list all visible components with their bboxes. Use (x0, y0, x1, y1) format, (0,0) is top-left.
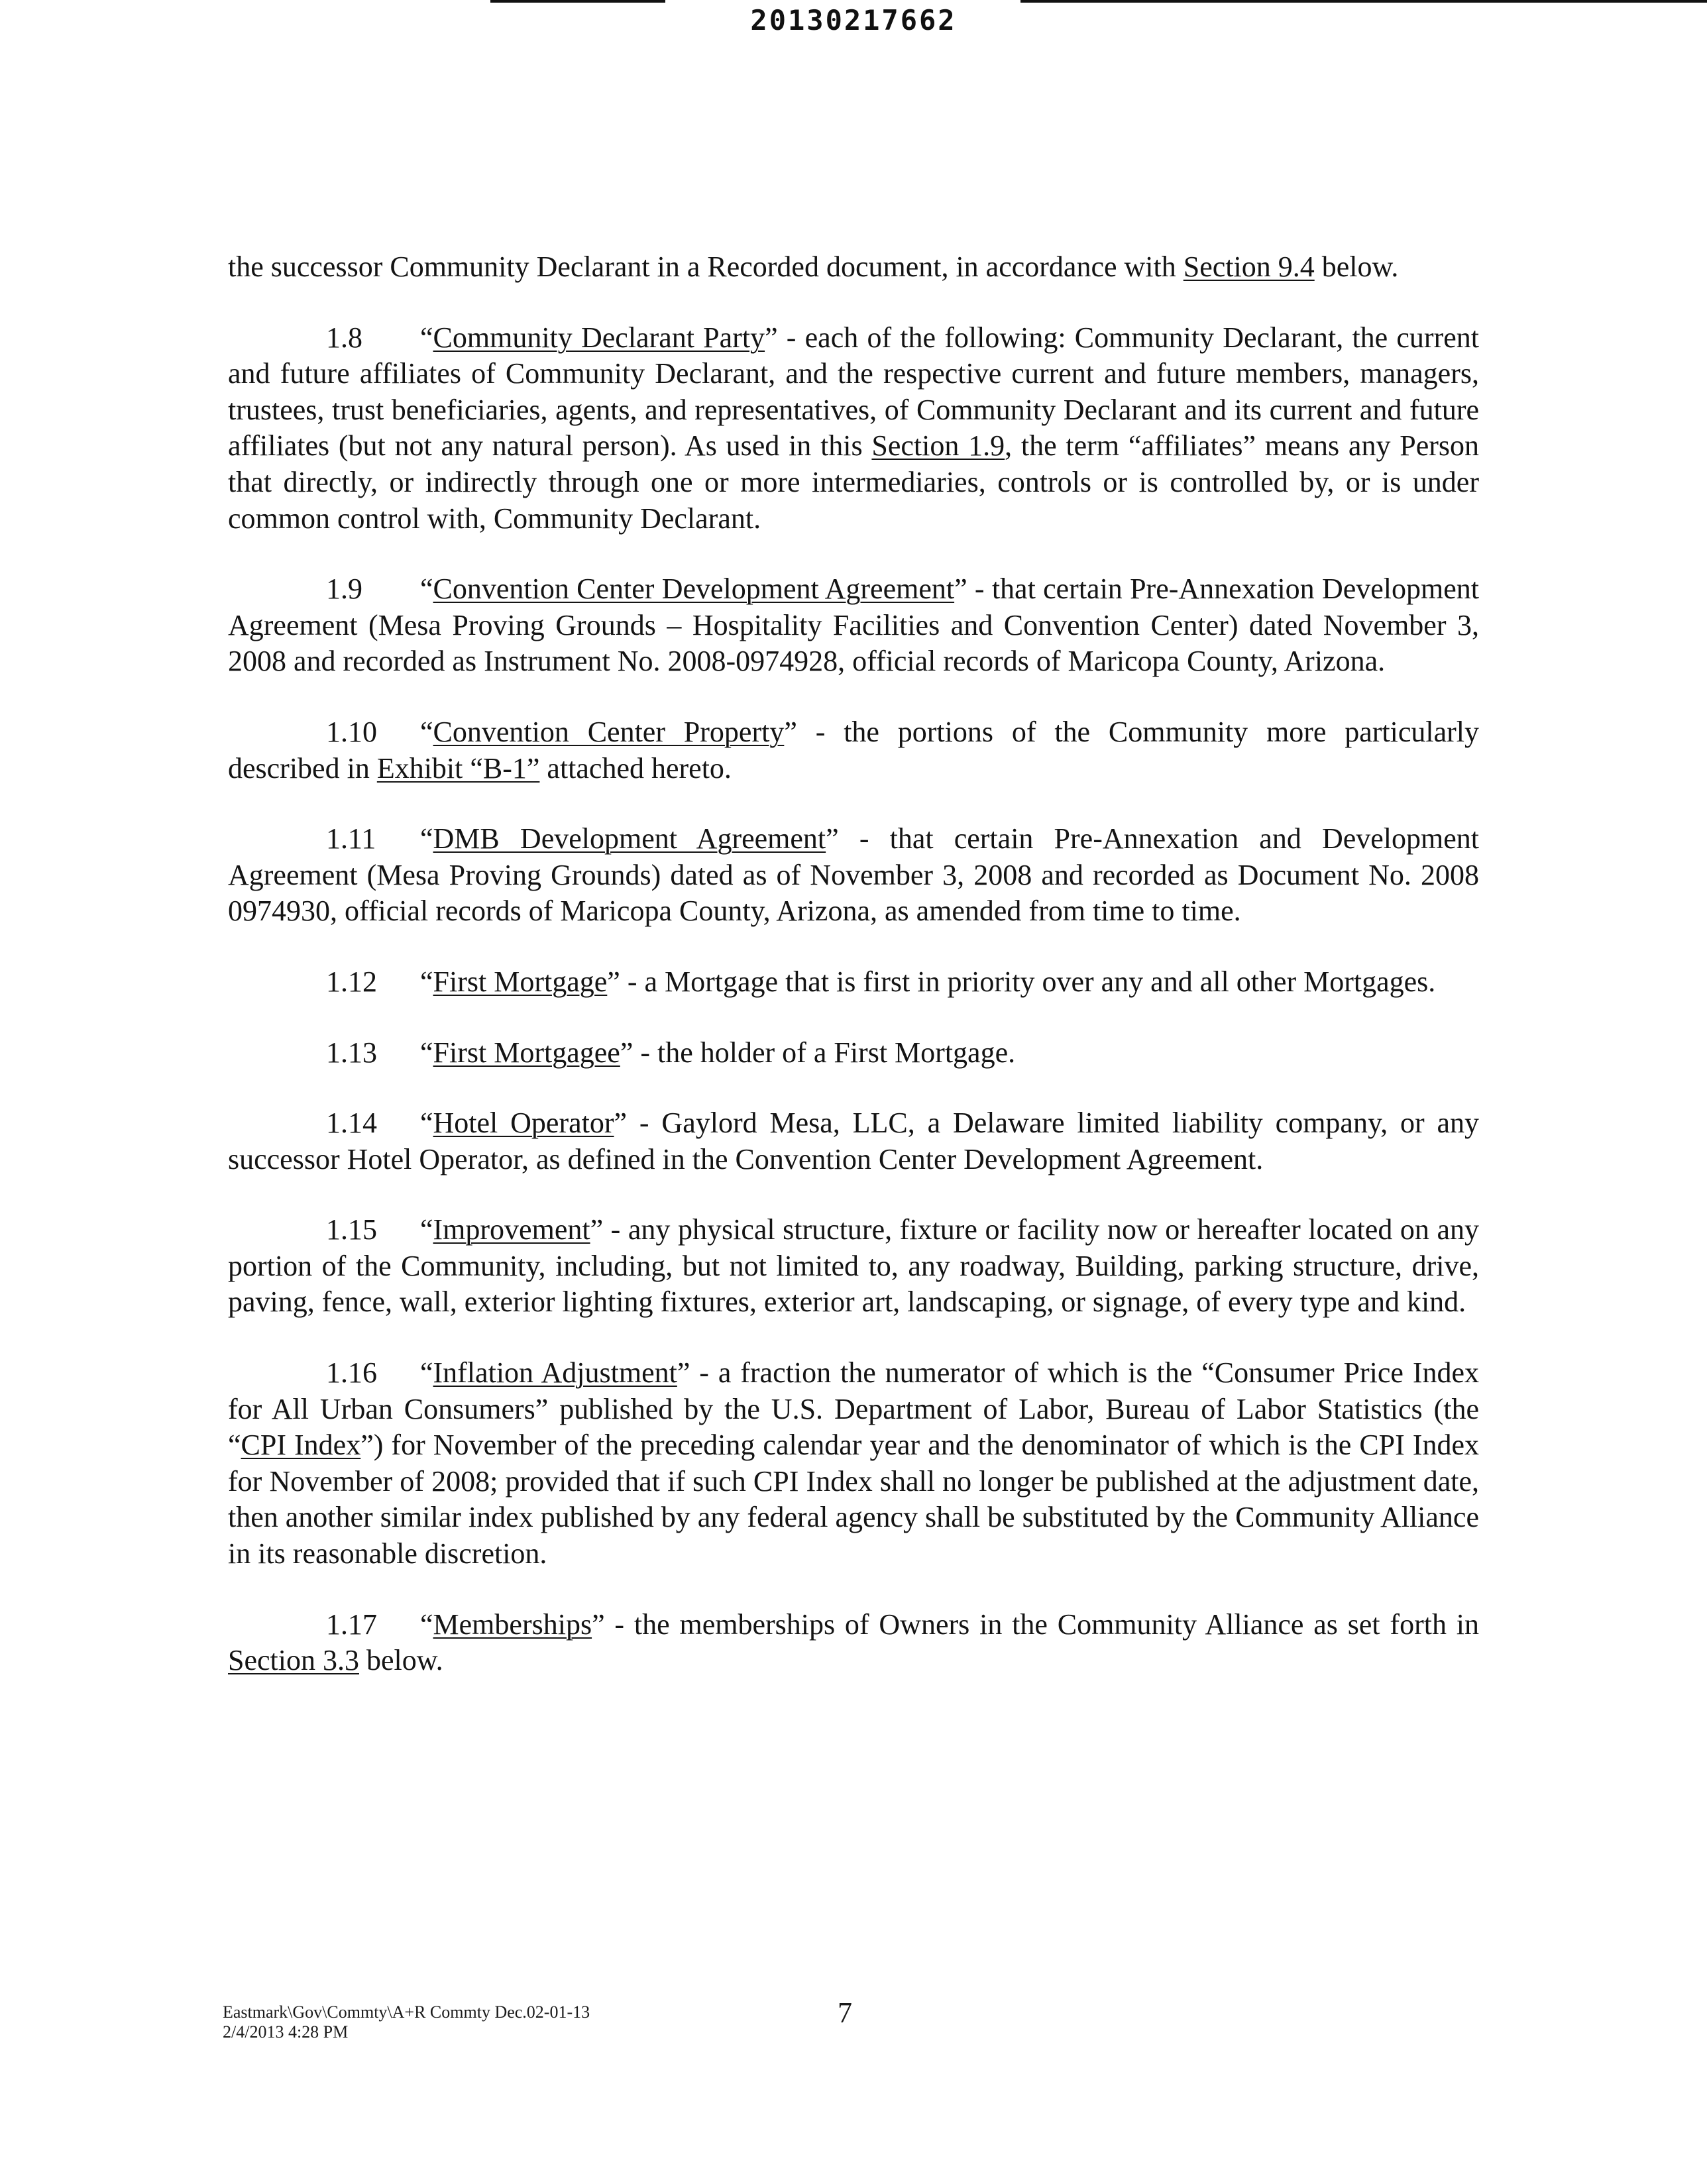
definition-number: 1.9 (326, 573, 362, 606)
definition-1-8: 1.8 “Community Declarant Party” - each of the following: Community Declarant, the current and future affiliates of Community Declarant, and the respective current and future members, managers, trustees, trust beneficiaries, agents, and representatives, of Community Declarant and its current and future affiliates (but not any natural person). As used in this Section 1.9, the term “affiliates” means any Person that directly, or indirectly through one or more intermediaries, controls or is controlled by, or is under common control with, Community Declarant. (228, 321, 1479, 535)
top-scan-rule-left (490, 0, 665, 3)
definition-1-10: 1.10 “Convention Center Property” - the portions of the Community more particularly described in Exhibit “B-1” attached hereto. (228, 715, 1480, 785)
defined-term: Improvement (433, 1213, 590, 1246)
continuation-paragraph: the successor Community Declarant in a Recorded document, in accordance with Section 9.4 below. (228, 250, 1399, 283)
top-scan-rule-right (1020, 0, 1707, 3)
definition-number: 1.16 (326, 1356, 377, 1390)
exhibit-reference: Exhibit “B-1” (376, 751, 540, 785)
section-reference: Section 1.9 (871, 429, 1005, 463)
recording-number: 20130217662 (750, 4, 957, 36)
section-reference: Section 3.3 (228, 1644, 359, 1677)
defined-term: DMB Development Agreement (433, 822, 826, 855)
definition-number: 1.15 (326, 1213, 377, 1246)
footer-timestamp: 2/4/2013 4:28 PM (223, 2022, 349, 2042)
definition-1-16: 1.16 “Inflation Adjustment” - a fraction the numerator of which is the “Consumer Price Index for All Urban Consumers” published by the U.S. Department of Labor, Bureau of Labor Statistics (the “CPI Index”) for November of the preceding calendar year and the denominator of which is the CPI Index for November of 2008; provided that if such CPI Index shall no longer be published at the adjustment date, then another similar index published by any federal agency shall be substituted by the Community Alliance in its reasonable discretion. (228, 1356, 1480, 1570)
definition-number: 1.11 (326, 822, 376, 855)
defined-term-inline: CPI Index (241, 1429, 361, 1462)
definition-1-14: 1.14 “Hotel Operator” - Gaylord Mesa, LLC, a Delaware limited liability company, or any successor Hotel Operator, as defined in the Convention Center Development Agreement. (228, 1107, 1479, 1175)
defined-term: Community Declarant Party (433, 321, 765, 354)
definition-number: 1.10 (326, 715, 377, 748)
definition-number: 1.13 (326, 1036, 377, 1069)
defined-term: Hotel Operator (433, 1107, 614, 1140)
page-number: 7 (838, 1996, 852, 2029)
footer-file-path: Eastmark\Gov\Commty\A+R Commty Dec.02-01-13 (223, 2002, 590, 2022)
definition-1-13: 1.13 “First Mortgagee” - the holder of a First Mortgage. (228, 1035, 1479, 1071)
defined-term: Inflation Adjustment (433, 1356, 677, 1390)
definition-number: 1.12 (326, 965, 377, 998)
definition-1-17: 1.17 “Memberships” - the memberships of Owners in the Community Alliance as set forth in Section 3.3 below. (228, 1608, 1479, 1677)
definition-1-9: 1.9 “Convention Center Development Agreement” - that certain Pre-Annexation Development Agreement (Mesa Proving Grounds – Hospitality Facilities and Convention Center) dated November 3, 2008 and recorded as Instrument No. 2008-0974928, official records of Maricopa County, Arizona. (228, 573, 1479, 678)
document-body (228, 249, 1479, 1714)
definition-1-15: 1.15 “Improvement” - any physical structure, fixture or facility now or hereafter located on any portion of the Community, including, but not limited to, any roadway, Building, parking structure, drive, paving, fence, wall, exterior lighting fixtures, exterior art, landscaping, or signage, of every type and kind. (228, 1213, 1479, 1319)
defined-term: Convention Center Property (433, 715, 785, 748)
section-reference: Section 9.4 (1183, 250, 1315, 283)
definition-1-12: 1.12 “First Mortgage” - a Mortgage that is first in priority over any and all other Mortgages. (228, 964, 1479, 1001)
defined-term: First Mortgage (433, 965, 608, 998)
defined-term: Memberships (433, 1608, 592, 1641)
definition-1-11: 1.11 “DMB Development Agreement” - that certain Pre-Annexation and Development Agreement (Mesa Proving Grounds) dated as of November 3, 2008 and recorded as Document No. 2008 0974930, official records of Maricopa County, Arizona, as amended from time to time. (228, 822, 1479, 928)
definition-number: 1.8 (326, 321, 362, 354)
definition-number: 1.14 (326, 1107, 377, 1140)
footer-file-info (223, 2002, 590, 2042)
defined-term: Convention Center Development Agreement (433, 573, 955, 606)
defined-term: First Mortgagee (433, 1036, 620, 1069)
definition-number: 1.17 (326, 1608, 377, 1641)
